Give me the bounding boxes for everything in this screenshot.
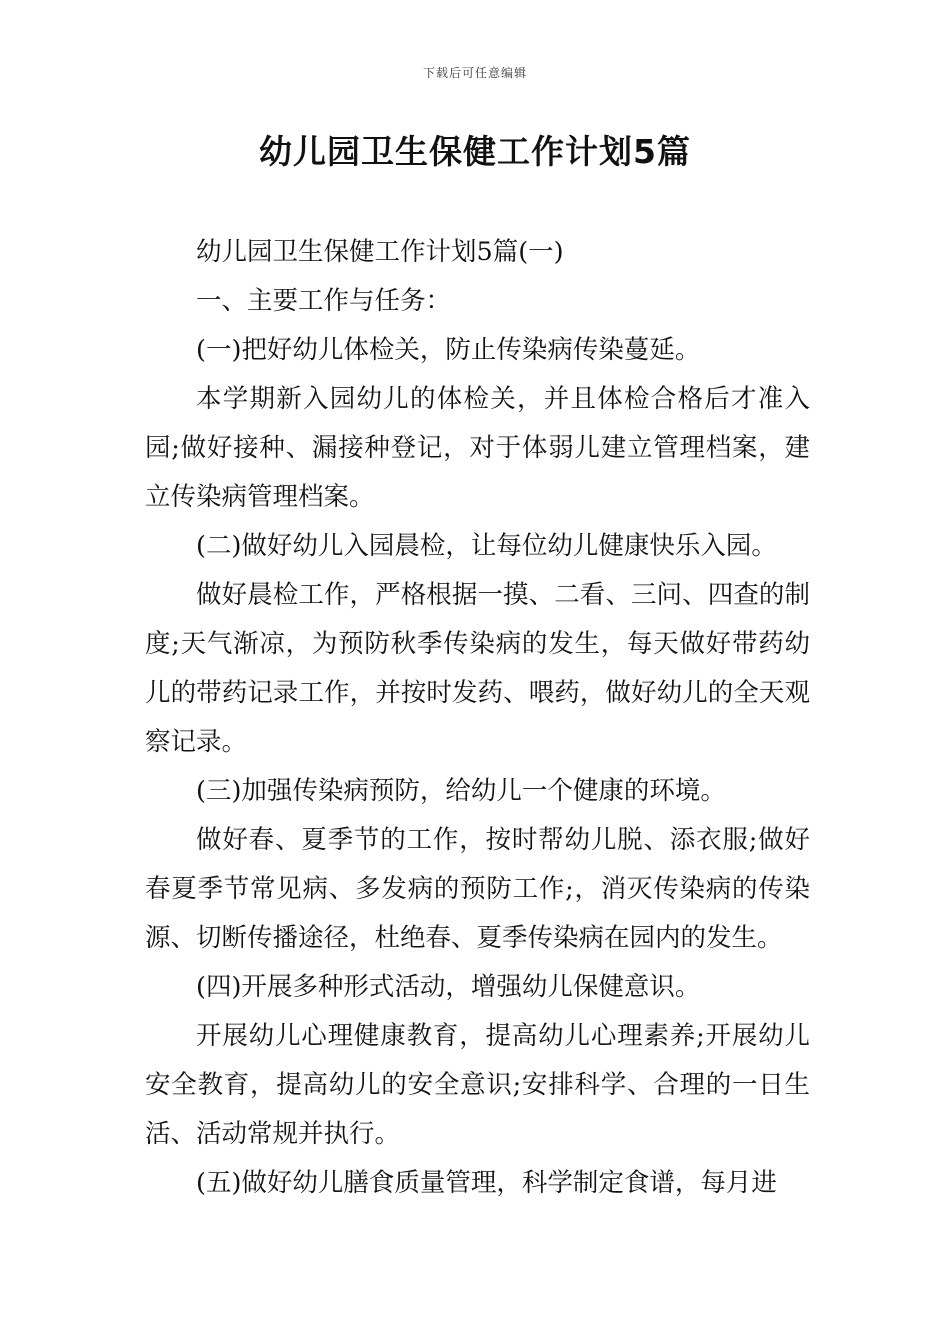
header-note: 下载后可任意编辑	[422, 66, 527, 80]
section-title: 幼儿园卫生保健工作计划5篇(一)	[196, 237, 564, 267]
subheading-2: (二)做好幼儿入园晨检，让每位幼儿健康快乐入园。	[196, 531, 777, 561]
document-body	[145, 228, 810, 1208]
heading-main-tasks: 一、主要工作与任务：	[196, 286, 452, 316]
subheading-1: (一)把好幼儿体检关，防止传染病传染蔓延。	[196, 335, 701, 365]
paragraph-3: 做好春、夏季节的工作，按时帮幼儿脱、添衣服;做好春夏季节常见病、多发病的预防工作;，消灭传染病的传染源、切断传播途径，杜绝春、夏季传染病在园内的发生。	[145, 825, 810, 953]
paragraph-2: 做好晨检工作，严格根据一摸、二看、三问、四查的制度;天气渐凉，为预防秋季传染病的发生，每天做好带药幼儿的带药记录工作，并按时发药、喂药，做好幼儿的全天观察记录。	[145, 580, 810, 757]
paragraph-4: 开展幼儿心理健康教育，提高幼儿心理素养;开展幼儿安全教育，提高幼儿的安全意识;安排科学、合理的一日生活、活动常规并执行。	[145, 1021, 810, 1149]
paragraph-1: 本学期新入园幼儿的体检关，并且体检合格后才准入园;做好接种、漏接种登记，对于体弱儿建立管理档案，建立传染病管理档案。	[145, 384, 810, 512]
document-title: 幼儿园卫生保健工作计划5篇	[259, 132, 691, 171]
subheading-3: (三)加强传染病预防，给幼儿一个健康的环境。	[196, 776, 726, 806]
subheading-4: (四)开展多种形式活动，增强幼儿保健意识。	[196, 972, 701, 1002]
subheading-5: (五)做好幼儿膳食质量管理，科学制定食谱，每月进	[196, 1168, 777, 1198]
